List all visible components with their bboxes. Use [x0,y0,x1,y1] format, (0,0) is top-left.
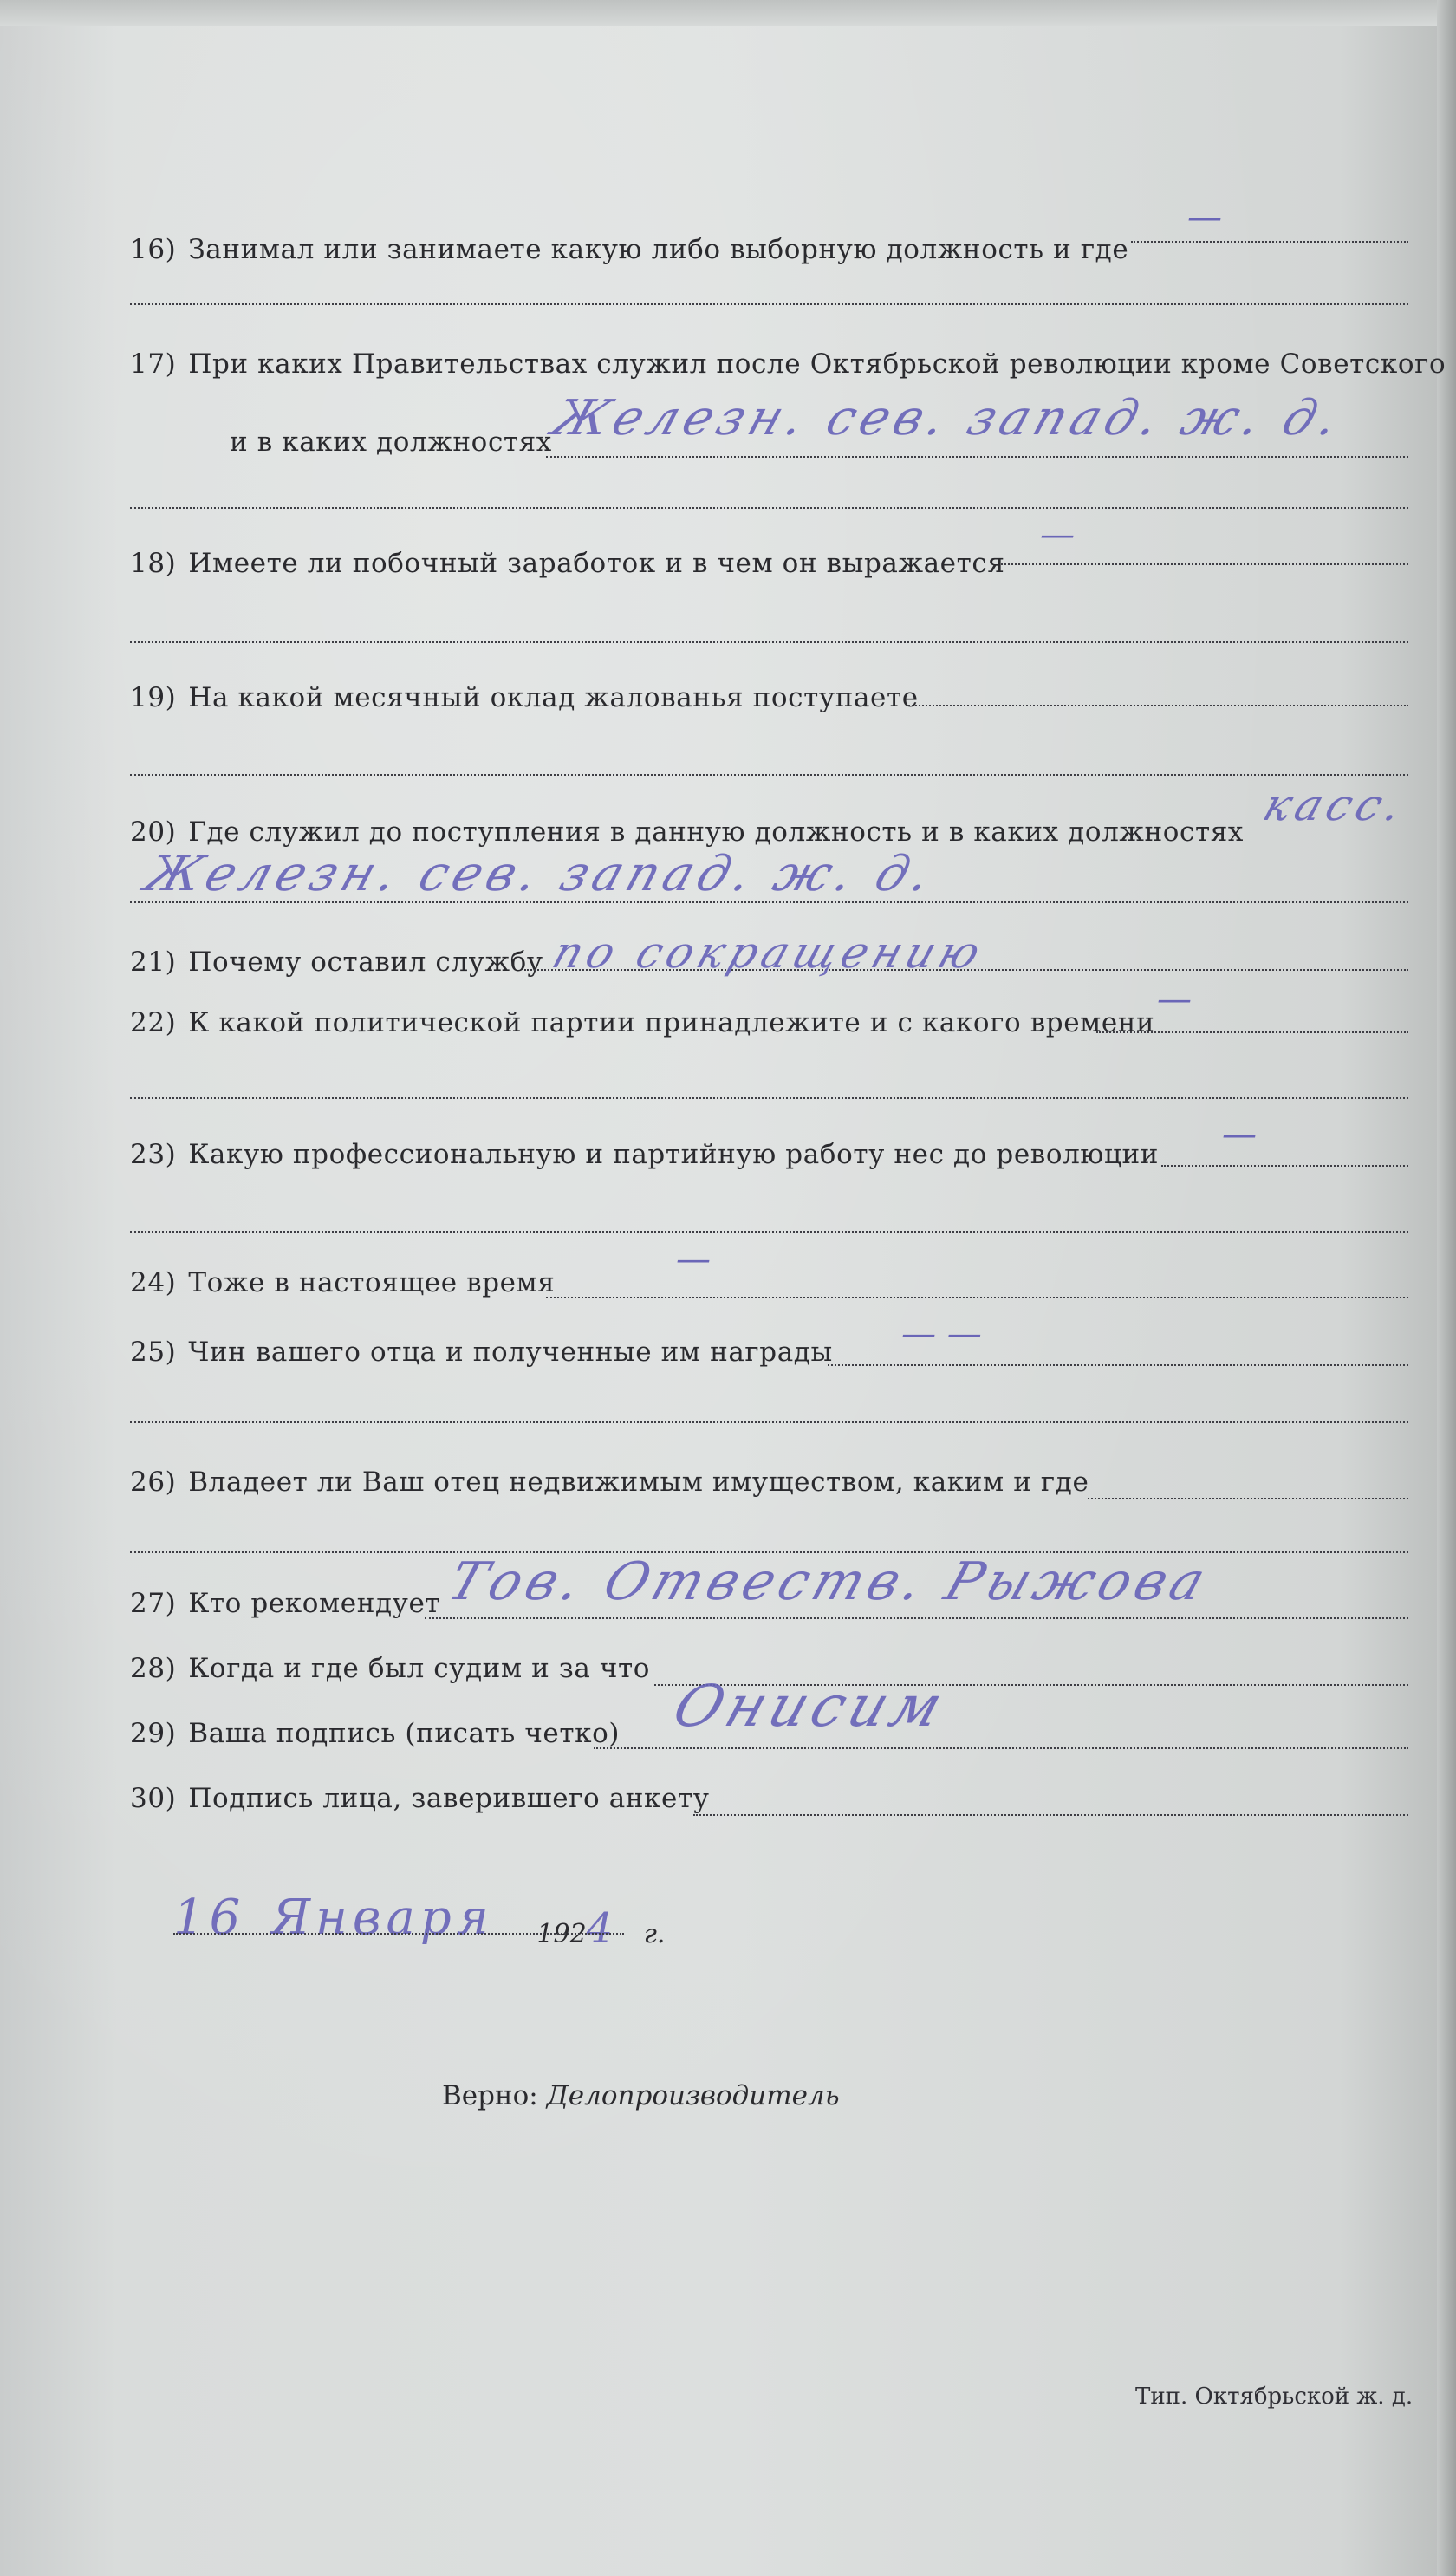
question-number: 20) [130,816,177,848]
question-27 [0,1551,1456,1656]
question-25 [0,1314,1456,1404]
answer-handwritten: — — [901,1314,982,1354]
answer-line [1161,1165,1408,1167]
question-text: Подпись лица, заверившего анкету [188,1783,710,1814]
date-line [173,1890,666,1955]
question-text: Кто рекомендует [188,1588,441,1619]
question-26 [0,1465,1456,1534]
question-text: Почему оставил службу [188,946,543,978]
question-20-answer [0,846,1456,936]
date-day: 16 [173,1890,246,1946]
question-16 [0,198,1456,302]
answer-line [1088,1498,1408,1499]
answer-line [1001,563,1408,565]
date-suffix: г. [643,1919,666,1949]
answer-line [693,1814,1408,1816]
date-year-prefix: 192 [536,1919,587,1949]
certification-label: Верно: [442,2080,538,2111]
question-text: Занимал или занимаете какую либо выборную должность и где [188,234,1129,265]
question-number: 17) [130,348,177,380]
question-number: 18) [130,548,177,579]
question-18 [0,515,1456,615]
question-number: 22) [130,1007,177,1038]
question-text: На какой месячный оклад жалованья поступаете [188,682,919,713]
question-29 [0,1673,1456,1786]
printer-imprint: Тип. Октябрьской ж. д. [1135,2384,1414,2410]
signature: Онисим [665,1673,956,1740]
question-number: 30) [130,1783,177,1814]
question-text: Владеет ли Ваш отец недвижимым имуществом, каким и где [188,1467,1089,1498]
question-number: 24) [130,1267,177,1298]
answer-handwritten: Железн. сев. запад. ж. д. [545,390,1351,446]
date-year-digit: 4 [586,1904,619,1953]
question-30 [0,1781,1456,1851]
question-number: 16) [130,234,177,265]
answer-line [1096,1031,1408,1033]
answer-handwritten: — [1187,198,1222,237]
question-19 [0,680,1456,750]
answer-line [1131,241,1408,243]
question-23 [0,1115,1456,1207]
question-number: 23) [130,1139,177,1170]
page-top-edge [0,0,1456,26]
question-text: Где служил до поступления в данную должность и в каких должностях [188,816,1244,848]
answer-line [546,456,1408,458]
question-24 [0,1239,1456,1335]
answer-handwritten: — [1222,1115,1257,1155]
question-text: Имеете ли побочный заработок и в чем он выражается [188,548,1005,579]
answer-line [828,1364,1408,1366]
answer-line [546,1297,1408,1298]
answer-line [130,1421,1408,1423]
question-text: и в каких должностях [230,426,552,458]
certification [442,2080,840,2111]
question-22 [0,979,1456,1075]
date-month: Января [270,1890,494,1946]
question-text: К какой политической партии принадлежите и с какого времени [188,1007,1155,1038]
question-text: Тоже в настоящее время [188,1267,556,1298]
answer-line [130,303,1408,305]
question-text: Чин вашего отца и полученные им награды [188,1337,833,1368]
question-text: Когда и где был судим и за что [188,1653,650,1684]
answer-handwritten: Тов. Отвеств. Рыжова [440,1551,1218,1612]
certification-role: Делопроизводитель [546,2080,840,2111]
answer-handwritten: — [676,1239,711,1279]
answer-line [425,1617,1408,1619]
answer-handwritten-start: касс. [1257,780,1414,830]
answer-line [906,705,1408,706]
question-number: 25) [130,1337,177,1368]
question-number: 29) [130,1718,177,1749]
answer-handwritten: по сокращению [546,927,992,978]
question-21 [0,927,1456,1014]
question-number: 19) [130,682,177,713]
answer-line [130,774,1408,776]
answer-handwritten: Железн. сев. запад. ж. д. [138,846,944,902]
question-number: 21) [130,946,177,978]
question-text: Какую профессиональную и партийную работу нес до революции [188,1139,1160,1170]
answer-handwritten: — [1040,515,1075,555]
date-line-underscore [173,1933,624,1935]
answer-line [130,641,1408,643]
question-text: При каких Правительствах служил после Октябрьской революции кроме Советского [188,348,1446,380]
answer-line [130,1097,1408,1099]
question-number: 26) [130,1467,177,1498]
question-number: 28) [130,1653,177,1684]
question-number: 27) [130,1588,177,1619]
answer-line [130,507,1408,509]
answer-handwritten: — [1157,979,1192,1019]
answer-line [130,1231,1408,1233]
question-17-line2 [0,390,1456,494]
question-text: Ваша подпись (писать четко) [188,1718,621,1749]
answer-line [594,1747,1408,1749]
